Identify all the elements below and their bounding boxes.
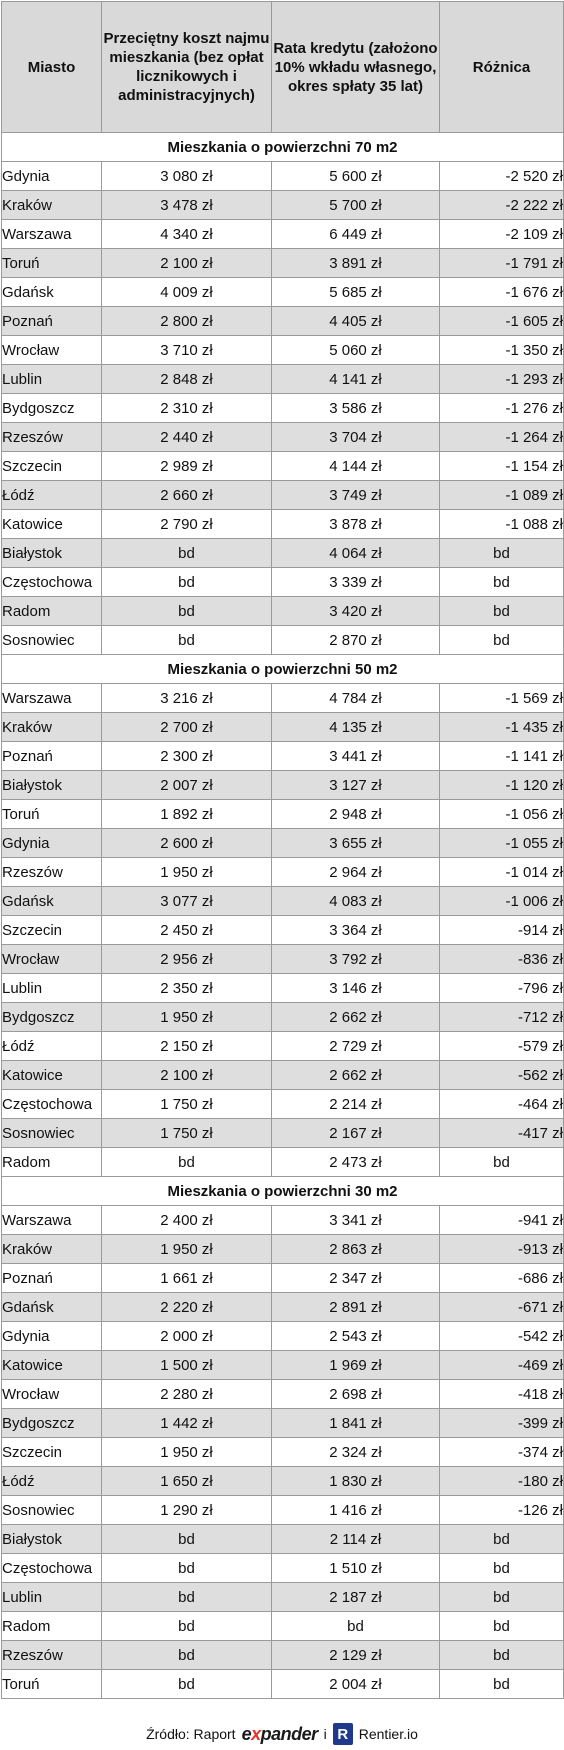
installment-cell: 3 341 zł [272, 1206, 440, 1235]
difference-cell: -1 435 zł [440, 713, 564, 742]
difference-cell: -542 zł [440, 1322, 564, 1351]
installment-cell: 2 870 zł [272, 626, 440, 655]
difference-cell: -374 zł [440, 1438, 564, 1467]
installment-cell: 2 662 zł [272, 1003, 440, 1032]
rent-cell: 2 150 zł [102, 1032, 272, 1061]
rent-cell: 2 220 zł [102, 1293, 272, 1322]
rent-cell: 2 700 zł [102, 713, 272, 742]
expander-logo: expander [241, 1723, 318, 1744]
difference-cell: bd [440, 1641, 564, 1670]
difference-cell: -1 605 zł [440, 307, 564, 336]
city-cell: Bydgoszcz [2, 1409, 102, 1438]
city-cell: Lublin [2, 974, 102, 1003]
difference-cell: -1 791 zł [440, 249, 564, 278]
difference-cell: -1 293 zł [440, 365, 564, 394]
installment-cell: 4 135 zł [272, 713, 440, 742]
rent-cell: 3 077 zł [102, 887, 272, 916]
rent-cell: 2 956 zł [102, 945, 272, 974]
city-cell: Warszawa [2, 1206, 102, 1235]
difference-cell: -941 zł [440, 1206, 564, 1235]
installment-cell: 4 083 zł [272, 887, 440, 916]
city-cell: Częstochowa [2, 1090, 102, 1119]
difference-cell: -2 520 zł [440, 162, 564, 191]
installment-cell: 2 964 zł [272, 858, 440, 887]
installment-cell: 1 841 zł [272, 1409, 440, 1438]
difference-cell: bd [440, 1670, 564, 1699]
difference-cell: -1 264 zł [440, 423, 564, 452]
table-row [2, 1438, 564, 1467]
installment-cell: 2 543 zł [272, 1322, 440, 1351]
rent-cell: 1 661 zł [102, 1264, 272, 1293]
difference-cell: bd [440, 539, 564, 568]
installment-cell: 3 364 zł [272, 916, 440, 945]
table-row [2, 597, 564, 626]
rent-cell: 2 848 zł [102, 365, 272, 394]
city-cell: Sosnowiec [2, 626, 102, 655]
city-cell: Szczecin [2, 1438, 102, 1467]
city-cell: Wrocław [2, 336, 102, 365]
rent-cell: bd [102, 1525, 272, 1554]
table-row [2, 916, 564, 945]
difference-cell: -399 zł [440, 1409, 564, 1438]
installment-cell: 2 729 zł [272, 1032, 440, 1061]
section-title: Mieszkania o powierzchni 30 m2 [2, 1177, 564, 1206]
difference-cell: bd [440, 1612, 564, 1641]
rent-cell: 2 007 zł [102, 771, 272, 800]
city-cell: Lublin [2, 365, 102, 394]
difference-cell: -1 014 zł [440, 858, 564, 887]
rent-cell: bd [102, 539, 272, 568]
installment-cell: 3 704 zł [272, 423, 440, 452]
difference-cell: -2 222 zł [440, 191, 564, 220]
installment-cell: 5 060 zł [272, 336, 440, 365]
section-title: Mieszkania o powierzchni 50 m2 [2, 655, 564, 684]
table-row [2, 1090, 564, 1119]
installment-cell: 3 586 zł [272, 394, 440, 423]
table-row [2, 1612, 564, 1641]
table-row [2, 1032, 564, 1061]
city-cell: Gdynia [2, 162, 102, 191]
table-row [2, 1496, 564, 1525]
table-row [2, 684, 564, 713]
rent-cell: 2 310 zł [102, 394, 272, 423]
installment-cell: 3 891 zł [272, 249, 440, 278]
difference-cell: -836 zł [440, 945, 564, 974]
table-row [2, 1235, 564, 1264]
city-cell: Białystok [2, 1525, 102, 1554]
city-cell: Częstochowa [2, 568, 102, 597]
rent-cell: bd [102, 1641, 272, 1670]
city-cell: Toruń [2, 800, 102, 829]
installment-cell: 3 749 zł [272, 481, 440, 510]
city-cell: Gdańsk [2, 278, 102, 307]
difference-cell: -1 350 zł [440, 336, 564, 365]
difference-cell: -1 154 zł [440, 452, 564, 481]
installment-cell: 3 420 zł [272, 597, 440, 626]
rent-cell: 1 750 zł [102, 1090, 272, 1119]
rent-cell: 2 300 zł [102, 742, 272, 771]
city-cell: Radom [2, 597, 102, 626]
table-row [2, 249, 564, 278]
section-row [2, 133, 564, 162]
table-row [2, 220, 564, 249]
table-row [2, 945, 564, 974]
city-cell: Gdynia [2, 1322, 102, 1351]
city-cell: Warszawa [2, 684, 102, 713]
installment-cell: 1 969 zł [272, 1351, 440, 1380]
table-row [2, 1554, 564, 1583]
installment-cell: 4 405 zł [272, 307, 440, 336]
rent-cell: bd [102, 1148, 272, 1177]
rent-cell: 3 478 zł [102, 191, 272, 220]
installment-cell: 3 127 zł [272, 771, 440, 800]
source-connector: i [323, 1726, 327, 1742]
city-cell: Bydgoszcz [2, 394, 102, 423]
table-row [2, 742, 564, 771]
installment-cell: 2 698 zł [272, 1380, 440, 1409]
city-cell: Poznań [2, 307, 102, 336]
difference-cell: -686 zł [440, 1264, 564, 1293]
city-cell: Gdańsk [2, 887, 102, 916]
rent-cell: 1 950 zł [102, 1438, 272, 1467]
table-row [2, 800, 564, 829]
city-cell: Toruń [2, 1670, 102, 1699]
rent-cell: 2 280 zł [102, 1380, 272, 1409]
city-cell: Łódź [2, 1032, 102, 1061]
city-cell: Gdynia [2, 829, 102, 858]
table-row [2, 539, 564, 568]
rent-cell: bd [102, 597, 272, 626]
table-row [2, 336, 564, 365]
difference-cell: -464 zł [440, 1090, 564, 1119]
difference-cell: -712 zł [440, 1003, 564, 1032]
difference-cell: -1 141 zł [440, 742, 564, 771]
rent-cell: 2 440 zł [102, 423, 272, 452]
rent-cell: bd [102, 568, 272, 597]
difference-cell: bd [440, 1525, 564, 1554]
difference-cell: bd [440, 1148, 564, 1177]
installment-cell: 2 004 zł [272, 1670, 440, 1699]
table-row [2, 191, 564, 220]
city-cell: Lublin [2, 1583, 102, 1612]
table-row [2, 626, 564, 655]
installment-cell: 3 441 zł [272, 742, 440, 771]
rent-cell: 2 600 zł [102, 829, 272, 858]
difference-cell: -1 676 zł [440, 278, 564, 307]
table-row [2, 713, 564, 742]
city-cell: Białystok [2, 539, 102, 568]
installment-cell: 2 129 zł [272, 1641, 440, 1670]
city-cell: Sosnowiec [2, 1496, 102, 1525]
installment-cell: 1 510 zł [272, 1554, 440, 1583]
installment-cell: 2 891 zł [272, 1293, 440, 1322]
rent-cell: 1 442 zł [102, 1409, 272, 1438]
header-loan-installment: Rata kredytu (założono 10% wkładu własnego, okres spłaty 35 lat) [272, 2, 440, 133]
city-cell: Wrocław [2, 1380, 102, 1409]
installment-cell: 3 878 zł [272, 510, 440, 539]
city-cell: Kraków [2, 191, 102, 220]
table-row [2, 423, 564, 452]
city-cell: Katowice [2, 1061, 102, 1090]
installment-cell: bd [272, 1612, 440, 1641]
rentier-label: Rentier.io [358, 1726, 418, 1742]
rent-cell: 1 290 zł [102, 1496, 272, 1525]
rent-cell: 2 350 zł [102, 974, 272, 1003]
table-row [2, 1322, 564, 1351]
installment-cell: 2 863 zł [272, 1235, 440, 1264]
rent-cell: 2 450 zł [102, 916, 272, 945]
difference-cell: -796 zł [440, 974, 564, 1003]
table-row [2, 1380, 564, 1409]
table-row [2, 1206, 564, 1235]
installment-cell: 2 347 zł [272, 1264, 440, 1293]
rent-cell: 2 800 zł [102, 307, 272, 336]
difference-cell: -1 056 zł [440, 800, 564, 829]
installment-cell: 5 700 zł [272, 191, 440, 220]
difference-cell: -469 zł [440, 1351, 564, 1380]
difference-cell: -417 zł [440, 1119, 564, 1148]
rent-cell: bd [102, 1612, 272, 1641]
rent-cell: 2 100 zł [102, 249, 272, 278]
table-row [2, 1467, 564, 1496]
table-row [2, 1670, 564, 1699]
installment-cell: 2 187 zł [272, 1583, 440, 1612]
installment-cell: 3 339 zł [272, 568, 440, 597]
installment-cell: 2 662 zł [272, 1061, 440, 1090]
table-body [2, 133, 564, 1699]
section-row [2, 1177, 564, 1206]
section-title: Mieszkania o powierzchni 70 m2 [2, 133, 564, 162]
difference-cell: bd [440, 626, 564, 655]
table-row [2, 307, 564, 336]
difference-cell: -562 zł [440, 1061, 564, 1090]
table-row [2, 1583, 564, 1612]
rent-cell: 4 009 zł [102, 278, 272, 307]
table-row [2, 452, 564, 481]
city-cell: Rzeszów [2, 423, 102, 452]
difference-cell: -1 276 zł [440, 394, 564, 423]
rent-cell: bd [102, 626, 272, 655]
table-header-row [2, 2, 564, 133]
table-row [2, 1525, 564, 1554]
difference-cell: -1 569 zł [440, 684, 564, 713]
city-cell: Szczecin [2, 452, 102, 481]
difference-cell: -914 zł [440, 916, 564, 945]
table-row [2, 162, 564, 191]
installment-cell: 3 792 zł [272, 945, 440, 974]
city-cell: Białystok [2, 771, 102, 800]
table-row [2, 568, 564, 597]
table-row [2, 1293, 564, 1322]
difference-cell: -671 zł [440, 1293, 564, 1322]
city-cell: Poznań [2, 742, 102, 771]
table-row [2, 1351, 564, 1380]
installment-cell: 4 784 zł [272, 684, 440, 713]
city-cell: Poznań [2, 1264, 102, 1293]
rent-cell: 1 892 zł [102, 800, 272, 829]
installment-cell: 5 600 zł [272, 162, 440, 191]
installment-cell: 1 830 zł [272, 1467, 440, 1496]
header-rent-cost: Przeciętny koszt najmu mieszkania (bez opłat licznikowych i administracyjnych) [102, 2, 272, 133]
city-cell: Radom [2, 1612, 102, 1641]
rent-cell: 1 650 zł [102, 1467, 272, 1496]
table-row [2, 481, 564, 510]
difference-cell: bd [440, 568, 564, 597]
difference-cell: -1 089 zł [440, 481, 564, 510]
rent-vs-mortgage-table [1, 1, 564, 1699]
difference-cell: -1 120 zł [440, 771, 564, 800]
table-row [2, 829, 564, 858]
installment-cell: 2 948 zł [272, 800, 440, 829]
table-row [2, 1148, 564, 1177]
installment-cell: 2 167 zł [272, 1119, 440, 1148]
rent-cell: 4 340 zł [102, 220, 272, 249]
city-cell: Katowice [2, 1351, 102, 1380]
difference-cell: bd [440, 597, 564, 626]
difference-cell: bd [440, 1583, 564, 1612]
table-row [2, 394, 564, 423]
city-cell: Gdańsk [2, 1293, 102, 1322]
rent-cell: 3 216 zł [102, 684, 272, 713]
rent-cell: 3 710 zł [102, 336, 272, 365]
city-cell: Częstochowa [2, 1554, 102, 1583]
difference-cell: -418 zł [440, 1380, 564, 1409]
difference-cell: -1 055 zł [440, 829, 564, 858]
header-city: Miasto [2, 2, 102, 133]
difference-cell: -2 109 zł [440, 220, 564, 249]
rent-cell: 1 500 zł [102, 1351, 272, 1380]
installment-cell: 2 214 zł [272, 1090, 440, 1119]
table-row [2, 771, 564, 800]
table-row [2, 510, 564, 539]
difference-cell: -126 zł [440, 1496, 564, 1525]
table-row [2, 1641, 564, 1670]
city-cell: Szczecin [2, 916, 102, 945]
city-cell: Rzeszów [2, 1641, 102, 1670]
table-row [2, 1119, 564, 1148]
source-footer [0, 1722, 564, 1746]
rent-cell: 2 100 zł [102, 1061, 272, 1090]
rent-cell: bd [102, 1554, 272, 1583]
city-cell: Sosnowiec [2, 1119, 102, 1148]
rent-cell: 1 950 zł [102, 858, 272, 887]
installment-cell: 3 655 zł [272, 829, 440, 858]
installment-cell: 6 449 zł [272, 220, 440, 249]
difference-cell: -180 zł [440, 1467, 564, 1496]
city-cell: Radom [2, 1148, 102, 1177]
table-row [2, 1264, 564, 1293]
rent-cell: 1 950 zł [102, 1235, 272, 1264]
difference-cell: -913 zł [440, 1235, 564, 1264]
city-cell: Bydgoszcz [2, 1003, 102, 1032]
rent-cell: 2 660 zł [102, 481, 272, 510]
table-row [2, 278, 564, 307]
table-row [2, 1409, 564, 1438]
header-difference: Różnica [440, 2, 564, 133]
city-cell: Toruń [2, 249, 102, 278]
city-cell: Łódź [2, 1467, 102, 1496]
installment-cell: 5 685 zł [272, 278, 440, 307]
rent-cell: 2 790 zł [102, 510, 272, 539]
rent-cell: 2 400 zł [102, 1206, 272, 1235]
city-cell: Katowice [2, 510, 102, 539]
table-row [2, 1003, 564, 1032]
source-label: Źródło: Raport [146, 1726, 236, 1742]
rent-cell: 1 750 zł [102, 1119, 272, 1148]
rent-cell: 2 000 zł [102, 1322, 272, 1351]
difference-cell: -579 zł [440, 1032, 564, 1061]
installment-cell: 4 064 zł [272, 539, 440, 568]
rentier-logo-icon: R [333, 1723, 353, 1745]
installment-cell: 1 416 zł [272, 1496, 440, 1525]
city-cell: Warszawa [2, 220, 102, 249]
rent-cell: bd [102, 1583, 272, 1612]
rent-cell: 2 989 zł [102, 452, 272, 481]
city-cell: Rzeszów [2, 858, 102, 887]
table-row [2, 887, 564, 916]
table-row [2, 1061, 564, 1090]
installment-cell: 3 146 zł [272, 974, 440, 1003]
city-cell: Kraków [2, 713, 102, 742]
difference-cell: -1 088 zł [440, 510, 564, 539]
difference-cell: -1 006 zł [440, 887, 564, 916]
installment-cell: 2 473 zł [272, 1148, 440, 1177]
installment-cell: 2 324 zł [272, 1438, 440, 1467]
table-row [2, 858, 564, 887]
table-row [2, 365, 564, 394]
rent-cell: 1 950 zł [102, 1003, 272, 1032]
city-cell: Łódź [2, 481, 102, 510]
section-row [2, 655, 564, 684]
rent-cell: 3 080 zł [102, 162, 272, 191]
installment-cell: 4 141 zł [272, 365, 440, 394]
table-row [2, 974, 564, 1003]
difference-cell: bd [440, 1554, 564, 1583]
city-cell: Wrocław [2, 945, 102, 974]
city-cell: Kraków [2, 1235, 102, 1264]
installment-cell: 2 114 zł [272, 1525, 440, 1554]
rent-cell: bd [102, 1670, 272, 1699]
installment-cell: 4 144 zł [272, 452, 440, 481]
